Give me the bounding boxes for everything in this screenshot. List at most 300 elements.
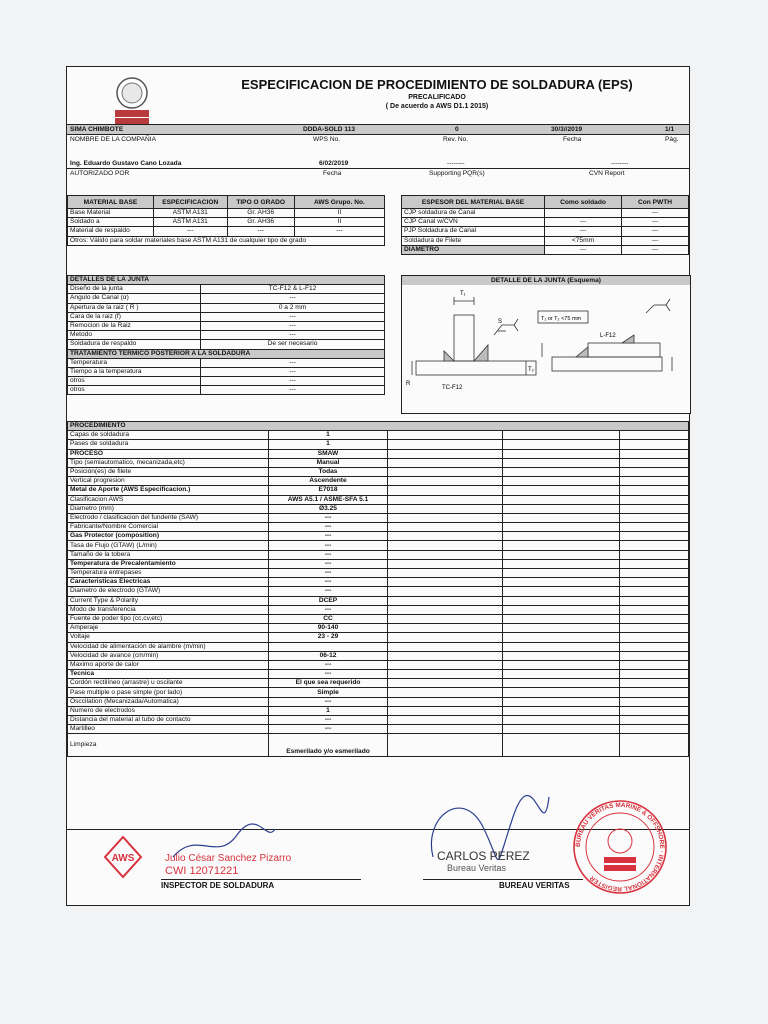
table-cell <box>388 513 503 522</box>
table-cell <box>503 431 620 440</box>
table-cell: Apertura de la raiz ( R ) <box>68 303 201 312</box>
table-cell <box>388 651 503 660</box>
table-row <box>68 321 385 330</box>
table-cell <box>620 587 689 596</box>
table-cell: Remocion de la Raiz <box>68 321 201 330</box>
table-row <box>68 614 689 623</box>
table-row <box>68 523 689 532</box>
table-cell <box>620 624 689 633</box>
table-cell <box>388 614 503 623</box>
table-cell: --- <box>201 321 385 330</box>
grade-header: TIPO O GRADO <box>227 196 294 209</box>
table-cell: Manual <box>269 458 388 467</box>
table-cell <box>503 614 620 623</box>
table-cell: Pase multiple o pase simple (por lado) <box>68 688 269 697</box>
material-header: MATERIAL BASE <box>68 196 154 209</box>
table-cell <box>388 716 503 725</box>
table-cell: 0 a 2 mm <box>201 303 385 312</box>
table-cell <box>269 642 388 651</box>
table-row <box>68 285 385 294</box>
table-row <box>68 605 689 614</box>
table-cell: Ascendente <box>269 477 388 486</box>
table-cell <box>503 532 620 541</box>
table-cell <box>388 541 503 550</box>
as-welded-header: Como soldado <box>545 196 622 209</box>
authorized-date: 6/02/2019 <box>319 160 349 167</box>
table-row <box>68 697 689 706</box>
table-cell <box>503 734 620 757</box>
table-cell: --- <box>269 513 388 522</box>
table-cell: Tamaño de la tobera <box>68 550 269 559</box>
table-cell <box>620 614 689 623</box>
table-cell <box>388 660 503 669</box>
table-cell <box>620 578 689 587</box>
table-cell <box>503 706 620 715</box>
table-cell: --- <box>545 245 622 254</box>
table-cell <box>503 449 620 458</box>
table-row <box>68 340 385 349</box>
table-cell <box>503 550 620 559</box>
table-cell: Fabricante/Nombre Comercial <box>68 523 269 532</box>
table-cell: 1 <box>269 706 388 715</box>
inspector-name: Julio César Sanchez Pizarro <box>165 853 292 864</box>
table-cell <box>388 486 503 495</box>
joint-sketch-diagram <box>402 285 690 413</box>
table-row <box>68 477 689 486</box>
table-cell: Electrodo / clasificacion del fundente (SAW) <box>68 513 269 522</box>
table-cell: DIAMETRO <box>402 245 545 254</box>
table-row <box>68 541 689 550</box>
spec-header: ESPECIFICACION <box>153 196 227 209</box>
bv-sub: Bureau Veritas <box>447 863 507 873</box>
table-cell <box>620 670 689 679</box>
table-cell: --- <box>269 578 388 587</box>
table-cell: Tiempo a la temperatura <box>68 367 201 376</box>
table-cell <box>503 578 620 587</box>
t1-label: T₁ <box>460 291 466 297</box>
table-cell <box>388 734 503 757</box>
table-cell <box>620 449 689 458</box>
table-cell <box>388 550 503 559</box>
cvn-value: -------- <box>611 160 629 167</box>
table-cell <box>388 467 503 476</box>
table-cell: Gr. AH36 <box>227 218 294 227</box>
table-cell <box>388 605 503 614</box>
table-cell <box>388 670 503 679</box>
table-cell: Cara de la raiz (f) <box>68 312 201 321</box>
table-cell: --- <box>269 587 388 596</box>
table-cell <box>503 688 620 697</box>
table-cell: Diametro (mm) <box>68 504 269 513</box>
table-cell <box>620 697 689 706</box>
table-cell <box>620 706 689 715</box>
page-number: 1/1 <box>665 126 675 133</box>
svg-text:BUREAU VERITAS MARINE & OFFSHO <box>575 802 665 892</box>
table-cell: Pases de soldadura <box>68 440 269 449</box>
table-cell <box>503 605 620 614</box>
table-cell: --- <box>269 605 388 614</box>
table-cell <box>388 624 503 633</box>
table-cell: Vertical progresion <box>68 477 269 486</box>
t2-label: T₂ <box>528 367 534 373</box>
table-cell: II <box>294 209 384 218</box>
authorized-by-label: AUTORIZADO POR <box>70 170 130 177</box>
table-cell <box>620 523 689 532</box>
inspector-label: INSPECTOR DE SOLDADURA <box>161 881 275 890</box>
table-cell: --- <box>269 541 388 550</box>
table-cell <box>388 559 503 568</box>
table-cell: PROCESO <box>68 449 269 458</box>
table-cell: AWS A5.1 / ASME-SFA 5.1 <box>269 495 388 504</box>
table-row <box>68 367 385 376</box>
thickness-note: T₁ or T₂ <75 mm <box>541 316 582 322</box>
table-cell: ASTM A131 <box>153 209 227 218</box>
table-cell: --- <box>545 218 622 227</box>
procedure-table <box>67 421 689 757</box>
page-label: Pág. <box>665 136 679 143</box>
table-row <box>68 660 689 669</box>
table-cell <box>503 624 620 633</box>
pqr-label: Supporting PQR(s) <box>429 170 485 177</box>
table-cell: E7018 <box>269 486 388 495</box>
table-cell: Cordón rectilíneo (arrastre) u oscilante <box>68 679 269 688</box>
table-cell <box>388 523 503 532</box>
table-cell: TC-F12 & L-F12 <box>201 285 385 294</box>
table-cell: --- <box>269 569 388 578</box>
procedure-title: PROCEDIMIENTO <box>68 422 689 431</box>
table-cell: --- <box>622 236 689 245</box>
table-row <box>68 358 385 367</box>
s-label: S <box>498 319 503 325</box>
table-row <box>68 670 689 679</box>
table-cell: Angulo de Canal (α) <box>68 294 201 303</box>
table-cell: El que sea requerido <box>269 679 388 688</box>
table-row <box>68 642 689 651</box>
table-cell: Distancia del material al tubo de contacto <box>68 716 269 725</box>
table-cell: 1 <box>269 431 388 440</box>
table-cell <box>503 569 620 578</box>
table-row <box>68 513 689 522</box>
stamp-text: BUREAU VERITAS MARINE & OFFSHORE · INTERNATIONAL REGISTER <box>574 801 666 893</box>
table-cell: --- <box>227 227 294 236</box>
table-cell: Clasificacion AWS <box>68 495 269 504</box>
table-cell: Capas de soldadura <box>68 431 269 440</box>
document-subtitle: PRECALIFICADO <box>408 94 466 101</box>
cvn-label: CVN Report <box>589 170 625 177</box>
table-cell: Soldado a <box>68 218 154 227</box>
table-cell: Temperatura de Precalentamiento <box>68 559 269 568</box>
table-row <box>68 294 385 303</box>
table-cell: --- <box>269 725 388 734</box>
table-cell <box>545 209 622 218</box>
table-cell: --- <box>269 523 388 532</box>
table-cell <box>388 725 503 734</box>
table-cell: CJP soldadura de Canal <box>402 209 545 218</box>
table-cell <box>620 458 689 467</box>
table-cell: ASTM A131 <box>153 218 227 227</box>
table-cell: --- <box>269 559 388 568</box>
table-cell <box>620 550 689 559</box>
pwht-header: Con PWTH <box>622 196 689 209</box>
table-cell <box>503 642 620 651</box>
table-cell: PJP Soldadura de Canal <box>402 227 545 236</box>
table-row <box>68 504 689 513</box>
table-cell <box>388 495 503 504</box>
table-cell: <75mm <box>545 236 622 245</box>
table-cell <box>388 449 503 458</box>
table-cell: Velocidad de alimentación de alambre (m/min) <box>68 642 269 651</box>
wps-label: WPS No. <box>313 136 341 143</box>
tc-f12-label: TC-F12 <box>442 385 463 391</box>
authorized-by-value: Ing. Eduardo Gustavo Cano Lozada <box>70 160 182 167</box>
material-base-table <box>67 195 385 246</box>
table-cell: 90-140 <box>269 624 388 633</box>
table-cell <box>503 559 620 568</box>
table-cell: Temperatura <box>68 358 201 367</box>
document-page <box>66 66 690 906</box>
table-cell: Todas <box>269 467 388 476</box>
table-row <box>68 532 689 541</box>
table-cell: Temperatura entrepases <box>68 569 269 578</box>
table-cell: Base Material <box>68 209 154 218</box>
rev-label: Rev. No. <box>443 136 469 143</box>
table-row <box>68 227 385 236</box>
company-label: NOMBRE DE LA COMPAÑIA <box>70 136 156 143</box>
table-cell: Diametro de electrodo (GTAW) <box>68 587 269 596</box>
r-label: R <box>406 381 411 387</box>
table-cell <box>503 670 620 679</box>
table-cell: --- <box>269 532 388 541</box>
table-cell: --- <box>201 312 385 321</box>
table-cell <box>503 477 620 486</box>
table-row <box>68 734 689 757</box>
table-cell <box>620 688 689 697</box>
table-cell <box>503 596 620 605</box>
table-cell: Soldadura de Filete <box>402 236 545 245</box>
pqr-value: -------- <box>447 160 465 167</box>
table-row <box>402 227 689 236</box>
table-cell: Metodo <box>68 331 201 340</box>
joint-details-title: DETALLES DE LA JUNTA <box>68 276 385 285</box>
table-cell <box>620 679 689 688</box>
table-cell <box>620 513 689 522</box>
table-cell: CJP Canal w/CVN <box>402 218 545 227</box>
table-cell <box>388 633 503 642</box>
table-cell <box>620 734 689 757</box>
table-cell <box>620 660 689 669</box>
table-row <box>68 550 689 559</box>
table-cell <box>503 513 620 522</box>
wps-date: 30/3//2019 <box>551 126 583 133</box>
table-row <box>68 578 689 587</box>
table-cell: Metal de Aporte (AWS Especificacion.) <box>68 486 269 495</box>
table-cell: DCEP <box>269 596 388 605</box>
table-cell <box>503 716 620 725</box>
table-cell: CC <box>269 614 388 623</box>
table-row <box>68 569 689 578</box>
table-cell: Diseño de la junta <box>68 285 201 294</box>
table-cell: --- <box>269 550 388 559</box>
table-row <box>68 587 689 596</box>
table-cell: --- <box>201 331 385 340</box>
table-cell <box>388 587 503 596</box>
table-cell <box>503 633 620 642</box>
table-row <box>68 236 385 245</box>
table-cell <box>503 495 620 504</box>
table-cell <box>620 633 689 642</box>
joint-sketch-title: DETALLE DE LA JUNTA (Esquema) <box>402 276 690 285</box>
table-cell <box>388 458 503 467</box>
table-cell: Posición(es) de filete <box>68 467 269 476</box>
table-cell: --- <box>622 209 689 218</box>
table-cell: Martilleo <box>68 725 269 734</box>
table-cell <box>620 431 689 440</box>
table-cell <box>620 642 689 651</box>
table-cell <box>503 587 620 596</box>
table-cell: Velocidad de avance (cm/min) <box>68 651 269 660</box>
revision-number: 0 <box>455 126 459 133</box>
table-cell <box>620 467 689 476</box>
table-cell: Gr. AH36 <box>227 209 294 218</box>
table-cell: Simple <box>269 688 388 697</box>
table-cell: Tasa de Flujo (GTAW) (L/min) <box>68 541 269 550</box>
table-cell <box>388 688 503 697</box>
joint-details-table <box>67 275 385 395</box>
table-cell: --- <box>269 670 388 679</box>
table-cell <box>620 605 689 614</box>
table-row <box>68 458 689 467</box>
table-cell <box>388 504 503 513</box>
table-row <box>68 725 689 734</box>
table-cell: Tecnica <box>68 670 269 679</box>
table-cell <box>388 440 503 449</box>
aws-logo-text: AWS <box>111 853 135 864</box>
table-cell <box>388 578 503 587</box>
table-cell <box>620 477 689 486</box>
l-f12-label: L-F12 <box>600 333 616 339</box>
table-cell <box>503 486 620 495</box>
table-cell <box>388 477 503 486</box>
aws-group-header: AWS Grupo. No. <box>294 196 384 209</box>
table-row <box>68 559 689 568</box>
table-cell <box>503 660 620 669</box>
table-row <box>68 467 689 476</box>
table-row <box>68 624 689 633</box>
inspector-cwi: CWI 12071221 <box>165 865 239 877</box>
table-cell: 06-12 <box>269 651 388 660</box>
table-cell: Material de respaldo <box>68 227 154 236</box>
table-cell <box>620 504 689 513</box>
thickness-header: ESPESOR DEL MATERIAL BASE <box>402 196 545 209</box>
table-cell: De ser necesario <box>201 340 385 349</box>
table-cell: --- <box>201 294 385 303</box>
table-cell <box>388 642 503 651</box>
table-cell: Soldadura de respaldo <box>68 340 201 349</box>
table-cell <box>503 541 620 550</box>
table-row <box>68 495 689 504</box>
table-cell <box>503 651 620 660</box>
table-cell: --- <box>269 716 388 725</box>
joint-sketch-panel <box>401 275 691 414</box>
table-row <box>68 312 385 321</box>
table-cell: --- <box>201 358 385 367</box>
table-row <box>68 440 689 449</box>
table-cell <box>388 431 503 440</box>
table-cell: otros <box>68 386 201 395</box>
table-cell <box>620 651 689 660</box>
table-row <box>68 209 385 218</box>
table-row <box>68 706 689 715</box>
table-cell <box>503 679 620 688</box>
table-cell: 23 - 29 <box>269 633 388 642</box>
pwht-title: TRATAMIENTO TERMICO POSTERIOR A LA SOLDADURA <box>68 349 385 358</box>
table-cell <box>503 697 620 706</box>
table-cell <box>388 532 503 541</box>
table-cell: --- <box>622 227 689 236</box>
table-cell: --- <box>201 377 385 386</box>
table-cell: 1 <box>269 440 388 449</box>
table-cell <box>388 697 503 706</box>
table-cell <box>503 467 620 476</box>
table-cell: --- <box>294 227 384 236</box>
table-cell <box>388 679 503 688</box>
table-row <box>68 331 385 340</box>
table-cell: Ø3.25 <box>269 504 388 513</box>
table-row <box>68 651 689 660</box>
table-cell: II <box>294 218 384 227</box>
table-cell: --- <box>545 227 622 236</box>
table-cell <box>388 706 503 715</box>
table-cell: Current Type & Polarity <box>68 596 269 605</box>
table-row <box>402 209 689 218</box>
table-row <box>68 386 385 395</box>
table-cell <box>620 725 689 734</box>
table-cell: Amperaje <box>68 624 269 633</box>
bv-label: BUREAU VERITAS <box>499 881 570 890</box>
table-cell: --- <box>201 367 385 376</box>
table-cell: SMAW <box>269 449 388 458</box>
table-cell <box>620 440 689 449</box>
table-cell: --- <box>622 218 689 227</box>
company-value: SIMA CHIMBOTE <box>70 126 124 133</box>
table-cell <box>503 440 620 449</box>
table-cell: Caracteristicas Electricas <box>68 578 269 587</box>
document-standard: ( De acuerdo a AWS D1.1 2015) <box>385 103 489 110</box>
table-cell <box>388 596 503 605</box>
table-row <box>68 486 689 495</box>
table-cell <box>620 569 689 578</box>
table-row <box>68 431 689 440</box>
table-row <box>68 303 385 312</box>
date-label: Fecha <box>563 136 582 143</box>
table-cell: --- <box>153 227 227 236</box>
table-row <box>68 596 689 605</box>
table-cell <box>620 541 689 550</box>
table-cell <box>503 725 620 734</box>
table-row <box>68 679 689 688</box>
authorized-date-label: Fecha <box>323 170 342 177</box>
table-row <box>402 236 689 245</box>
limpieza-label: Limpieza <box>68 734 269 757</box>
material-notes: Otros: Válido para soldar materiales base ASTM A131 de cualquier tipo de grado <box>68 236 385 245</box>
table-cell <box>620 559 689 568</box>
table-cell: Osccilation (Mecanizada/Automatica) <box>68 697 269 706</box>
table-cell: Maximo aporte de calor <box>68 660 269 669</box>
table-row <box>402 245 689 254</box>
aws-logo <box>101 833 145 881</box>
table-cell <box>620 532 689 541</box>
table-cell <box>620 495 689 504</box>
